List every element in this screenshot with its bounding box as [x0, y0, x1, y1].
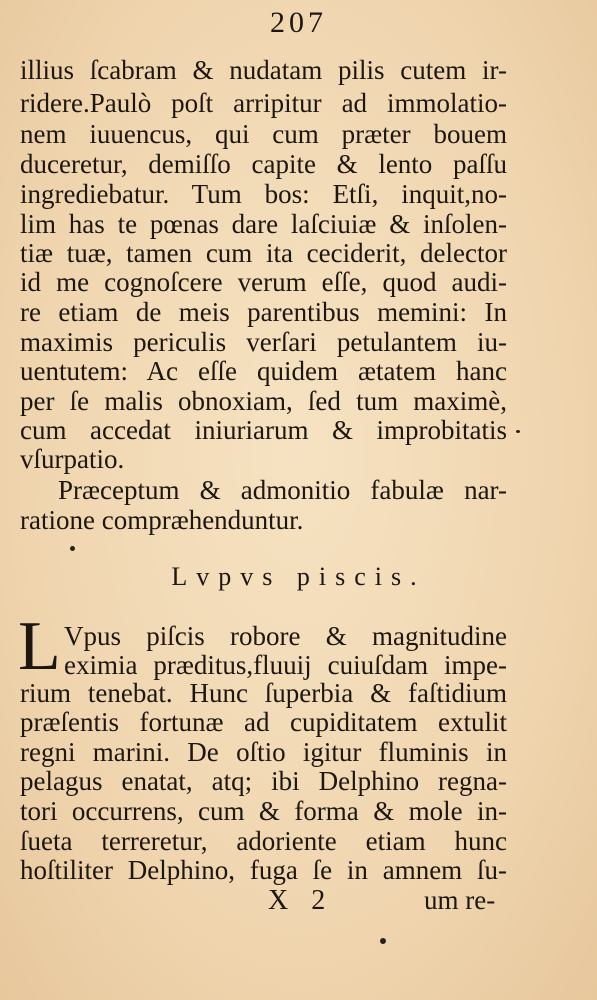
text-line: vſurpatio.	[20, 444, 125, 474]
text-line: pelagus enatat, atq; ibi Delphino regna-	[20, 766, 507, 796]
text-line: hoſtiliter Delphino, fuga ſe in amnem ſu-	[20, 855, 507, 885]
fable-title: Lvpvs piscis.	[171, 562, 426, 591]
text-line: Vpus piſcis robore & magnitudine	[64, 621, 507, 651]
text-line: duceretur, demiſſo capite & lento paſſu	[20, 149, 507, 179]
text-line: ſueta terreretur, adoriente etiam hunc	[20, 826, 507, 856]
text-line: uentutem: Ac eſſe quidem ætatem hanc	[20, 356, 507, 386]
text-line: illius ſcabram & nudatam pilis cutem ir-	[20, 55, 507, 85]
ink-speck	[516, 430, 520, 433]
text-line: tori occurrens, cum & forma & mole in-	[20, 796, 507, 826]
text-line: rium tenebat. Hunc ſuperbia & faſtidium	[20, 678, 507, 708]
text-line: ridere.Paulò poſt arripitur ad immolatio-	[20, 88, 507, 118]
text-line: ingrediebatur. Tum bos: Etſi, inquit,no-	[20, 179, 507, 209]
text-line: lim has te pœnas dare laſciuiæ & inſolen-	[20, 209, 507, 239]
text-line: regni marini. De oſtio igitur fluminis in	[20, 737, 507, 767]
text-line: maximis periculis verſari petulantem iu-	[20, 327, 507, 357]
text-line: tiæ tuæ, tamen cum ita ceciderit, delector	[20, 238, 507, 268]
text-line: per ſe malis obnoxiam, ſed tum maximè,	[20, 386, 507, 416]
signature-mark: X 2	[268, 885, 334, 916]
catchword: um re-	[424, 885, 496, 915]
precept-line: ratione compræhenduntur.	[20, 505, 304, 535]
text-line: cum accedat iniuriarum & improbitatis	[20, 415, 507, 445]
text-line: re etiam de meis parentibus memini: In	[20, 297, 507, 327]
ink-speck	[380, 938, 386, 944]
page-number: 207	[270, 6, 327, 39]
ink-speck	[70, 546, 75, 551]
text-line: præſentis fortunæ ad cupiditatem extulit	[20, 707, 507, 737]
text-line: id me cognoſcere verum eſſe, quod audi-	[20, 267, 507, 297]
text-line: eximia præditus,fluuij cuiuſdam impe-	[64, 650, 507, 680]
text-line: nem iuuencus, qui cum præter bouem	[20, 119, 507, 149]
precept-line: Præceptum & admonitio fabulæ nar-	[58, 475, 507, 505]
drop-capital: L	[18, 608, 61, 685]
